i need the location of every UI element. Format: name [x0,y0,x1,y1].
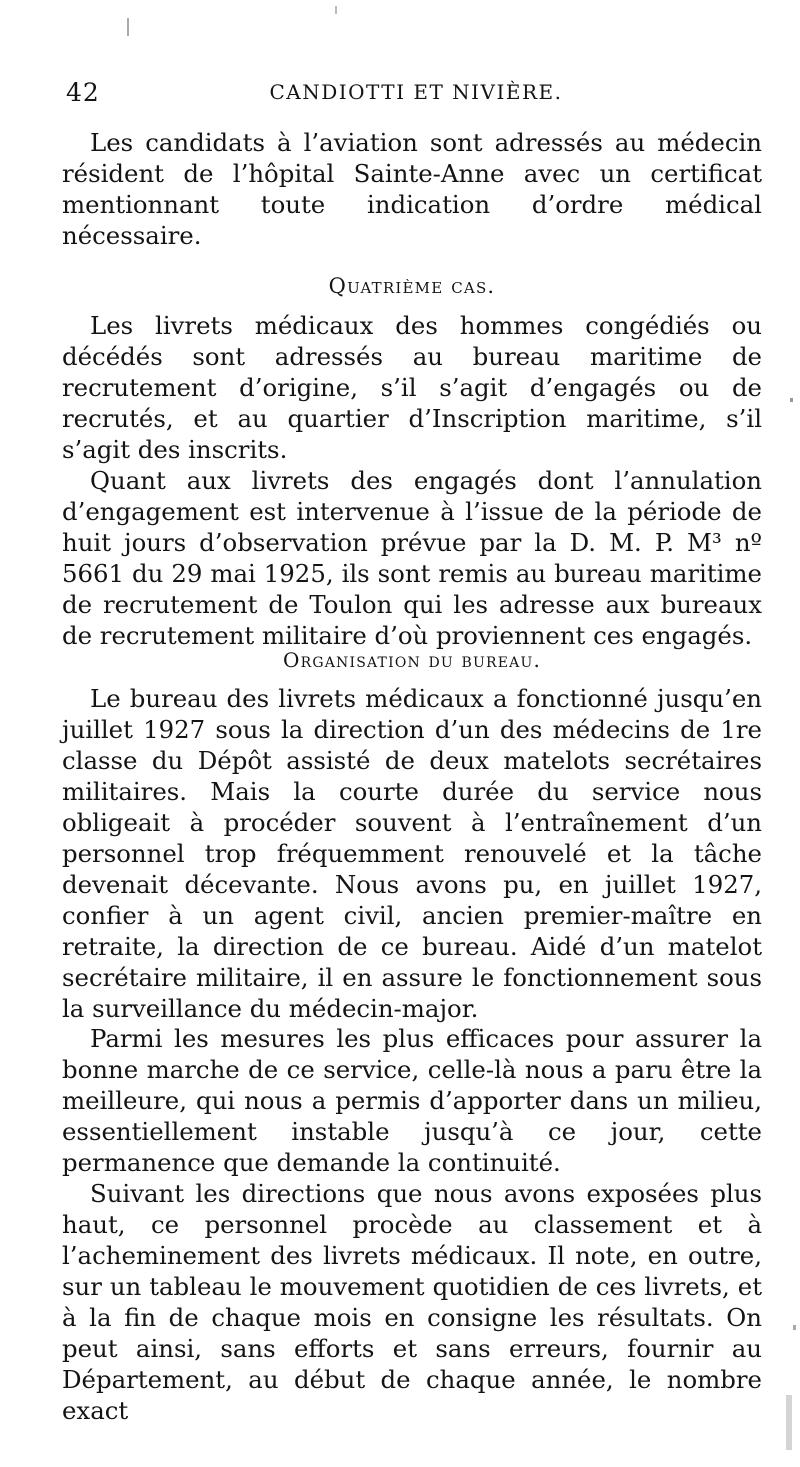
paragraph-text: Les candidats à l’aviation sont adressés au médecin résident de l’hôpital Sainte-Anne avec un certificat mentionnant toute indication d’ordre médical nécessaire. [62,128,762,250]
section-heading-quatrieme-cas: Quatrième cas. [328,274,496,298]
paragraph-text: Quant aux livrets des engagés dont l’annulation d’engagement est intervenue à l’issue de la période de huit jours d’observation prévue par la D. M. P. M³ nº 5661 du 29 mai 1925, ils sont remis au bureau maritime de recrutement de Toulon qui les adresse aux bureaux de recrutement militaire d’où proviennent ces engagés. [62,465,762,650]
page-header [66,78,766,112]
scan-edge-mark [786,1395,792,1450]
running-title: CANDIOTTI ET NIVIÈRE. [269,80,563,104]
paragraph-text: Parmi les mesures les plus efficaces pour assurer la bonne marche de ce service, celle-là nous a paru être la meilleure, qui nous a permis d’apporter dans un milieu, essentiellement instable jusqu’à ce jour, cette permanence que demande la continuité. [62,1024,762,1178]
paragraph-livrets-congedies [62,311,762,651]
paragraph-organisation [62,684,762,1427]
paragraph-text: Le bureau des livrets médicaux a fonctionné jusqu’en juillet 1927 sous la direction d’un des médecins de 1re classe du Dépôt assisté de deux matelots secrétaires militaires. Mais la courte durée du service nous obligeait à procéder souvent à l’entraînement d’un personnel trop fréquemment renouvelé et la tâche devenait décevante. Nous avons pu, en juillet 1927, confier à un agent civil, ancien premier-maître en retraite, la direction de ce bureau. Aidé d’un matelot secrétaire militaire, il en assure le fonctionnement sous la surveillance du médecin-major. [62,684,762,1023]
paragraph-aviation [62,128,762,252]
scan-speck [127,18,129,36]
scan-speck [335,6,337,14]
scan-speck [793,1325,796,1330]
scan-speck [790,398,793,402]
page-number: 42 [66,78,100,107]
section-heading-organisation: Organisation du bureau. [283,648,541,672]
paragraph-text: Suivant les directions que nous avons exposées plus haut, ce personnel procède au classement et à l’acheminement des livrets médicaux. Il note, en outre, sur un tableau le mouvement quotidien de ces livrets, et à la fin de chaque mois en consigne les résultats. On peut ainsi, sans efforts et sans erreurs, fournir au Département, au début de chaque année, le nombre exact [62,1179,762,1425]
paragraph-text: Les livrets médicaux des hommes congédiés ou décédés sont adressés au bureau maritime de recrutement d’origine, s’il s’agit d’engagés ou de recrutés, et au quartier d’Inscription maritime, s’il s’agit des inscrits. [62,311,762,464]
